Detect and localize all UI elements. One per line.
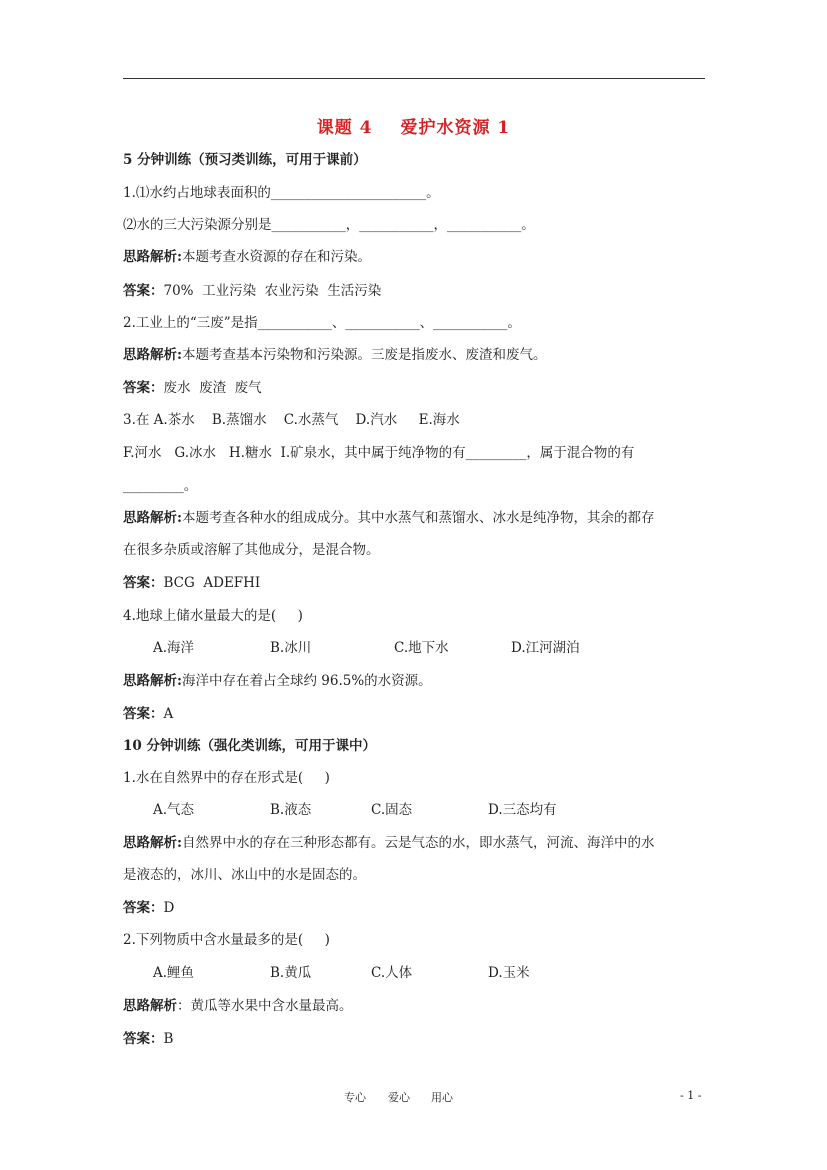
q2-analysis (123, 346, 546, 364)
analysis-label: 思路解析: (123, 249, 182, 265)
answer-text: 废水 废渣 废气 (163, 380, 262, 396)
q4-line1: 4.地球上储水量最大的是( ) (123, 608, 303, 624)
title-part1: 课题 4 (316, 118, 373, 138)
answer-text: A (163, 706, 174, 722)
footer-motto-3: 用心 (431, 1091, 453, 1104)
answer-label: 答案： (123, 900, 164, 916)
q4-answer (123, 705, 173, 723)
analysis-text: 本题考查水资源的存在和污染。 (181, 249, 371, 265)
r2-answer (123, 1030, 173, 1048)
r2-option-c: C.人体 (371, 965, 413, 981)
answer-label: 答案： (123, 706, 164, 722)
r2-option-d: D.玉米 (488, 965, 530, 981)
analysis-label: 思路解析 (123, 998, 177, 1014)
r1-analysis-1 (123, 834, 654, 852)
analysis-label: 思路解析: (123, 835, 182, 851)
analysis-text: 海洋中存在着占全球约 96.5%的水资源。 (181, 673, 432, 689)
q4-option-d: D.江河湖泊 (511, 640, 580, 656)
analysis-label: 思路解析: (123, 510, 182, 526)
q4-option-a: A.海洋 (153, 640, 195, 656)
r2-line1: 2.下列物质中含水量最多的是( ) (123, 932, 330, 948)
q3-analysis-1 (123, 509, 654, 527)
q3-analysis-2: 在很多杂质或溶解了其他成分，是混合物。 (123, 542, 380, 558)
answer-label: 答案： (123, 283, 164, 299)
r2-option-b: B.黄瓜 (270, 965, 312, 981)
q1-line2: ⑵水的三大污染源分别是___________，___________，___________。 (123, 217, 535, 233)
answer-label: 答案： (123, 575, 164, 591)
r2-analysis (123, 997, 353, 1015)
q3-answer (123, 574, 260, 592)
answer-text: D (163, 900, 175, 916)
answer-text: 70% 工业污染 农业污染 生活污染 (163, 283, 382, 299)
r1-line1: 1.水在自然界中的存在形式是( ) (123, 770, 330, 786)
answer-label: 答案： (123, 380, 164, 396)
header-rule (123, 78, 705, 79)
title-part2: 爱护水资源 1 (400, 118, 511, 138)
q4-analysis (123, 672, 432, 690)
r1-option-b: B.液态 (270, 802, 312, 818)
q1-line1: 1.⑴水约占地球表面积的_______________________。 (123, 185, 440, 201)
q3-line1: 3.在 A.茶水 B.蒸馏水 C.水蒸气 D.汽水 E.海水 (123, 412, 460, 428)
q2-answer (123, 379, 262, 397)
footer-motto-1: 专心 (344, 1091, 366, 1104)
page-number: - 1 - (680, 1089, 702, 1102)
r1-analysis-2: 是液态的，冰川、冰山中的水是固态的。 (123, 867, 366, 883)
footer-motto-2: 爱心 (388, 1091, 410, 1104)
q3-line2: F.河水 G.冰水 H.糖水 I.矿泉水，其中属于纯净物的有_________，属于混合物的有 (123, 445, 635, 461)
answer-text: B (163, 1031, 174, 1047)
q3-line3: _________。 (123, 478, 198, 494)
answer-text: BCG ADEFHI (163, 575, 261, 591)
analysis-text: 本题考查基本污染物和污染源。三废是指废水、废渣和废气。 (181, 347, 547, 363)
analysis-text: 本题考查各种水的组成成分。其中水蒸气和蒸馏水、冰水是纯净物，其余的都存 (181, 510, 655, 526)
q1-analysis (123, 248, 371, 266)
section-heading-1: 5 分钟训练（预习类训练，可用于课前） (123, 152, 367, 168)
r1-option-d: D.三态均有 (488, 802, 557, 818)
page-title (0, 113, 827, 138)
q2-line1: 2.工业上的“三废”是指___________、___________、___________。 (123, 315, 521, 331)
analysis-text: ：黄瓜等水果中含水量最高。 (177, 998, 353, 1014)
r1-option-a: A.气态 (153, 802, 195, 818)
analysis-label: 思路解析: (123, 673, 182, 689)
answer-label: 答案： (123, 1031, 164, 1047)
analysis-label: 思路解析: (123, 347, 182, 363)
section-heading-2: 10 分钟训练（强化类训练，可用于课中） (123, 738, 376, 754)
q1-answer (123, 282, 381, 300)
r1-option-c: C.固态 (371, 802, 413, 818)
analysis-text: 自然界中水的存在三种形态都有。云是气态的水，即水蒸气，河流、海洋中的水 (181, 835, 655, 851)
r1-answer (123, 899, 174, 917)
q4-option-b: B.冰川 (270, 640, 312, 656)
q4-option-c: C.地下水 (394, 640, 449, 656)
r2-option-a: A.鲤鱼 (153, 965, 195, 981)
